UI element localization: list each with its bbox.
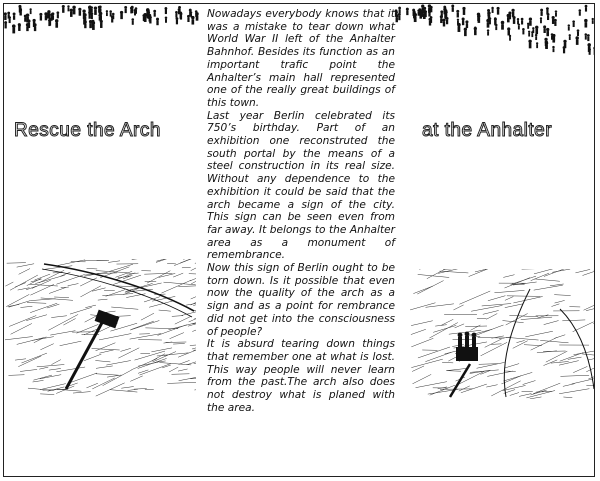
- text-column: [207, 8, 395, 415]
- paragraph-2: Last year Berlin celebrated its 750’s birthday. Part of an exhibition one reconstruted the south portal by the means of a steel construction in its real size. Without any dependence to the exhibition it could be said that the arch became a sign of the city. This sign can be seen even from far away. It belongs to the Anhalter area as a monument of remembrance.: [207, 109, 395, 262]
- arch-plan-sketch-left: [4, 259, 196, 399]
- heading-right: at the Anhalter: [422, 120, 553, 141]
- paragraph-4: It is absurd tearing down things that remember one at what is lost. This way people will never learn from the past.The arch also does not destroy what is planed with the area.: [207, 338, 395, 414]
- arch-figures-sketch-right: [410, 269, 595, 399]
- heading-left: Rescue the Arch: [14, 120, 161, 141]
- paragraph-1: Nowadays everybody knows that it was a mistake to tear down what World War II left of the Anhalter Bahnhof. Besides its function as an important trafic point the Anhalter’s main hall represented one of the really great buildings of this town.: [207, 8, 395, 109]
- poster-frame: [3, 3, 595, 477]
- paragraph-3: Now this sign of Berlin ought to be torn down. Is it possible that even now the quality of the arch as a sign and as a point for rembrance did not get into the consciousness of people?: [207, 262, 395, 338]
